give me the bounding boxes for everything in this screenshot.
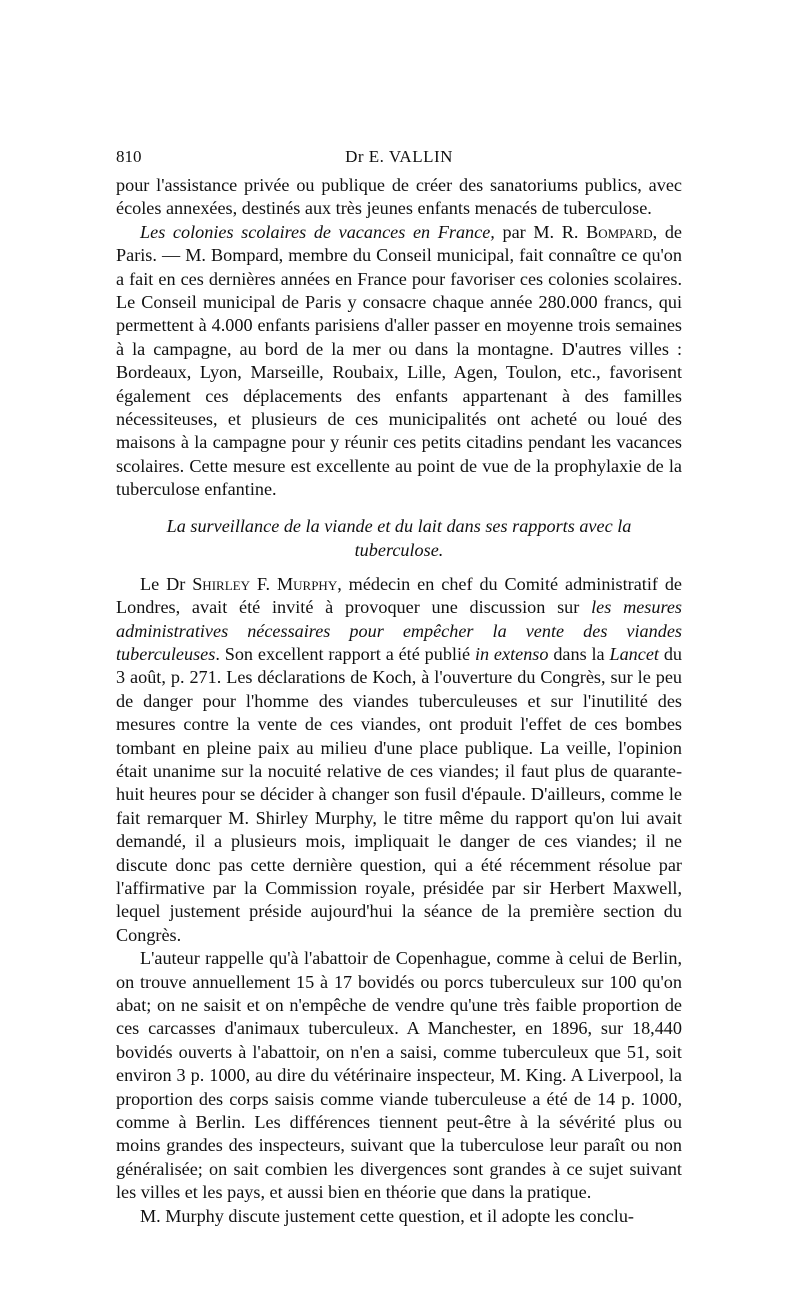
paragraph-murphy-report: Le Dr Shirley F. Murphy, médecin en chef du Comité administratif de Londres, avait été invité à provoquer une discussion sur les mesures administratives nécessaires pour empêcher la vente des viandes tuberculeuses. Son excellent rapport a été publié in extenso dans la Lancet du 3 août, p. 271. Les déclarations de Koch, à l'ouverture du Congrès, sur le peu de danger pour l'homme des viandes tuberculeuses et sur l'inutilité des mesures contre la vente de ces viandes, ont produit l'effet de ces bombes tombant en pleine paix au milieu d'une place publique. La veille, l'opinion était unanime sur la nocuité relative de ces viandes; il faut plus de quarante-huit heures pour se décider à changer son fusil d'épaule. D'ailleurs, comme le fait remarquer M. Shirley Murphy, le titre même du rapport qu'on lui avait demandé, il a plusieurs mois, impliquait le danger de ces viandes; il ne discute donc pas cette dernière question, qui a été récemment résolue par l'affirmative par la Commission royale, présidée par sir Herbert Maxwell, lequel justement préside aujourd'hui la séance de la première section du Congrès. [116, 573, 683, 945]
page-number: 810 [116, 147, 142, 166]
section-subheading: La surveillance de la viande et du lait dans ses rapports avec la tuberculose. [166, 515, 632, 560]
paragraph-abattoir-statistics: L'auteur rappelle qu'à l'abattoir de Copenhague, comme à celui de Berlin, on trouve annuellement 15 à 17 bovidés ou porcs tuberculeux sur 100 qu'on abat; on ne saisit et on n'empêche de vendre qu'une très faible proportion de ces carcasses d'animaux tuberculeux. A Manchester, en 1896, sur 18,440 bovidés ouverts à l'abattoir, on n'en a saisi, comme tuberculeux que 51, soit environ 3 p. 1000, au dire du vétérinaire inspecteur, M. King. A Liverpool, la proportion des corps saisis comme viande tuberculeuse a été de 14 p. 1000, comme à Berlin. Les différences tiennent peut-être à la sévérité plus ou moins grandes des inspecteurs, suivant que la tuberculose leur paraît ou non généralisée; on sait combien les divergences sont grandes à ce sujet suivant les villes et les pays, et aussi bien en théorie que dans la pratique. [116, 948, 682, 1203]
report-title-colonies: Les colonies scolaires de vacances en France, [140, 221, 495, 242]
page-body [116, 174, 682, 1228]
paragraph-sanatoriums: pour l'assistance privée ou publique de créer des sanatoriums publics, avec écoles annexées, destinés aux très jeunes enfants menacés de tuberculose. [116, 175, 682, 219]
journal-lancet: Lancet [609, 643, 659, 664]
paragraph-colonies-scolaires: Les colonies scolaires de vacances en France, par M. R. Bompard, de Paris. — M. Bompard, membre du Conseil municipal, fait connaître ce qu'on a fait en ces dernières années en France pour favoriser ces colonies scolaires. Le Conseil municipal de Paris y consacre chaque année 280.000 francs, qui permettent à 4.000 enfants parisiens d'aller passer en moyenne trois semaines à la campagne, au bord de la mer ou dans la montagne. D'autres villes : Bordeaux, Lyon, Marseille, Roubaix, Lille, Agen, Toulon, etc., favorisent également ces déplacements des enfants appartenant à des familles nécessiteuses, et plusieurs de ces municipalités ont acheté ou loué des maisons à la campagne pour y réunir ces petits citadins pendant les vacances scolaires. Cette mesure est excellente au point de vue de la prophylaxie de la tuberculose enfantine. [116, 221, 682, 500]
report-title-mesures: les mesures administratives nécessaires pour empêcher la vente des viandes tuberculeuses [116, 597, 682, 664]
paragraph-murphy-conclusions: M. Murphy discute justement cette question, et il adopte les conclu- [140, 1205, 634, 1226]
author-murphy: Shirley F. Murphy [192, 573, 338, 594]
running-head: Dr E. VALLIN [345, 147, 453, 166]
author-bompard: R. Bompard [561, 221, 653, 242]
